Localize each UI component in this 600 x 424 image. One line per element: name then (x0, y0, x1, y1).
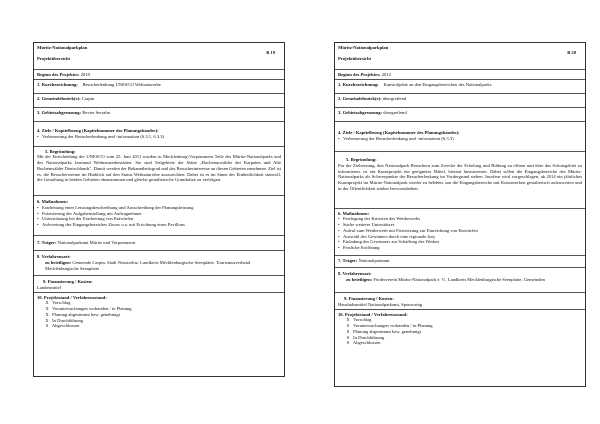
section-status (34, 293, 284, 377)
s2-label: 2. Gemeindebezirk(e): (37, 95, 81, 101)
s5-label: 5. Begründung: (45, 148, 76, 154)
s2-value: übergreifend (382, 95, 407, 101)
status-item: 0 Abgeschlossen (346, 340, 381, 346)
s3-label: 3. Gebietsabgrenzung: (338, 109, 383, 115)
s8-sub-label: zu beteiligen: (346, 276, 373, 282)
section-financing (34, 276, 284, 293)
s8-label: 8. Verfahrensart: (37, 254, 71, 259)
section-sponsor (34, 236, 284, 251)
s7-value: Nationalparkamt (358, 257, 390, 263)
status-item: X Voruntersuchungen vorhanden / in Planung (45, 306, 132, 312)
section-measures (335, 209, 585, 256)
measure-item: • Suche weiterer Unterstützer (344, 222, 582, 228)
project-start (34, 70, 284, 80)
measure-item: • Unterstützung bei der Erarbeitung von Entwürfen (43, 216, 281, 222)
measure-item: • Einladung des Gewinners zur Schaffung des Werkes (344, 239, 582, 245)
sheet-header (335, 43, 585, 70)
start-value: 2012 (381, 71, 391, 77)
measures-list (37, 205, 281, 228)
status-item: X In Durchführung (45, 317, 84, 323)
section-justification (34, 147, 284, 196)
s6-label: 6. Maßnahmen: (338, 210, 370, 216)
section-sponsor (335, 256, 585, 268)
sheet-subtitle: Projektübersicht (338, 56, 372, 62)
status-item: X Planung abgestimmt bzw. genehmigt (45, 311, 120, 317)
s6-label: 6. Maßnahmen: (37, 199, 69, 204)
start-label: Beginn des Projektes: (37, 71, 80, 77)
s7-value: Nationalparkamt Müritz und Vorpommern (57, 240, 136, 245)
s1-label: 1. Kurzbezeichnung: (338, 81, 379, 87)
status-item: 0 Planung abgestimmt bzw. genehmigt (346, 328, 421, 334)
section-municipality (335, 94, 585, 108)
section-status (335, 310, 585, 386)
measure-item: • Erarbeitung einer Leistungsbeschreibung und Ausschreibung der Planungsleistung (43, 205, 281, 211)
s2-value: Carpin (81, 95, 95, 101)
s8-value: Gemeinde Carpin, Stadt Neustrelitz, Landkreis Mecklenburgische Seenplatte, Tourismusverband Mecklenburgische Seenplatte (45, 259, 251, 271)
goal-item: • Verbesserung der Besucherlenkung und -information (6.3.1, 6.3.3) (43, 134, 281, 140)
s7-label: 7. Träger: (338, 257, 358, 263)
goal-item: • Verbesserung der Besucherlenkung und -information (6.3.3) (344, 136, 582, 142)
start-value: 2010 (80, 71, 90, 77)
section-financing (335, 293, 585, 310)
project-sheet-b20 (334, 42, 586, 387)
status-item: 0 Voruntersuchungen vorhanden / in Planung (346, 323, 433, 329)
s5-label: 5. Begründung: (346, 157, 377, 162)
section-procedure (335, 268, 585, 293)
s1-value: Besucherlenkung UNESCO Weltnaturerbe (82, 81, 161, 87)
section-area (34, 108, 284, 122)
status-item: 0 Abgeschlossen (45, 323, 80, 329)
section-short-name (34, 80, 284, 94)
s10-label: 10. Projektstand / Verfahrensstand: (338, 311, 408, 317)
section-justification (335, 152, 585, 209)
status-item: X Vorschlag (346, 317, 372, 323)
s5-text: Mit der Entscheidung der UNESCO vom 25. Juni 2011 wurden in Mecklenburg-Vorpommern Teile des Müritz-Nationalparks und des Nationalparks Jasmund Weltnaturerbestätten. Sie sind Teilgebiete der Stätte „Buchenurwälder der Karpaten und Alte Buchenwälder Deutschlands". Damit werden der Bekanntheitsgrad und das Besucherinteresse an diesen Gebieten zunehmen. Ziel ist es, die Besucherströme im Hinblick auf den Status Weltnaturerbe auszurichten. Dabei ist es im Sinne der Einheitlichkeit sinnvoll, die Gestaltung in beiden Gebieten abzustimmen und gleiche gestalterische Grundsätze zu verfolgen. (37, 154, 281, 183)
s8-sub-label: zu beteiligen: (45, 259, 72, 265)
s5-text: Für die Zielsetzung, den Nationalpark Besuchern zum Zwecke der Erholung und Bildung zu öffnen und über das Schutzgebiet zu informieren, ist ein Kunstprojekt ein geeignetes Mittel, hierauf hinzuweisen. Dabei sollen die Eingangsbereiche des Müritz-Nationalparks als Schwerpunkte der Besucherlenkung im Vordergrund stehen. Insofern wird vorgeschlagen, ab 2014 ein jährliches Kunstprojekt im Müritz-Nationalpark wieder zu beleben, um die Eingangsbereiche mit Kunstwerken gestalterisch aufzuwerten und in der Öffentlichkeit stärker hervorzuheben. (338, 162, 582, 191)
page-code: B 19 (266, 50, 275, 56)
s3-value: übergreifend (383, 109, 407, 115)
section-procedure (34, 251, 284, 276)
measure-item: • Festliche Eröffnung (344, 245, 582, 251)
project-sheet-b19 (33, 42, 285, 377)
measure-item: • Aufwertung des Eingangsbereiches Zinow u.a. mit Errichtung eines Pavillons (43, 222, 281, 228)
plan-title: Müritz-Nationalparkplan (37, 44, 88, 50)
s9-value: Haushaltsmittel Nationalparkamt, Sponsoring (338, 301, 423, 307)
section-goals (335, 122, 585, 152)
section-area (335, 108, 585, 122)
s8-label: 8. Verfahrensart: (338, 271, 372, 276)
s7-label: 7. Träger: (37, 240, 57, 245)
s1-value: Kunstobjekte an den Eingangsbereichen des Nationalparks (383, 81, 492, 87)
measure-item: • Festlegung der Kriterien des Wettbewerbs (344, 216, 582, 222)
s3-label: 3. Gebietsabgrenzung: (37, 109, 82, 115)
goals-list (338, 136, 582, 142)
s2-label: 2. Gemeindebezirk(e): (338, 95, 382, 101)
status-item: 0 In Durchführung (346, 334, 385, 340)
plan-title: Müritz-Nationalparkplan (338, 44, 389, 50)
section-municipality (34, 94, 284, 108)
status-item: X Vorschlag (45, 300, 71, 306)
s8-value: Förderverein Müritz-Nationalpark e. V., Landkreis Mecklenburgische Seenplatte, Gemeinden (373, 276, 545, 282)
section-goals (34, 122, 284, 147)
sheet-header (34, 43, 284, 70)
measure-item: • Aufruf zum Wettbewerb mit Fristsetzung zur Einreichung von Entwürfen (344, 228, 582, 234)
measure-item: • Auswahl des Gewinners durch eine regionale Jury (344, 234, 582, 240)
s4-label: 4. Ziele / Kapitelbezug (Kapitelnummer des Planungsbandes): (37, 128, 159, 133)
s4-label: 4. Ziele / Kapitelbezug (Kapitelnummer des Planungsbandes): (338, 130, 460, 135)
goals-list (37, 134, 281, 140)
project-start (335, 70, 585, 80)
start-label: Beginn des Projektes: (338, 71, 381, 77)
section-short-name (335, 80, 585, 94)
s9-label: 9. Finanzierung / Kosten: (344, 296, 394, 301)
s10-label: 10. Projektstand / Verfahrensstand: (37, 294, 107, 300)
s1-label: 1. Kurzbezeichnung: (37, 81, 78, 87)
s9-value: Landesmittel (37, 284, 61, 290)
measure-item: • Präzisierung der Aufgabenstellung mit Auftragnehmer (43, 211, 281, 217)
page-code: B 20 (567, 50, 576, 56)
measures-list (338, 216, 582, 251)
section-measures (34, 196, 284, 236)
sheet-subtitle: Projektübersicht (37, 56, 71, 62)
s9-label: 9. Finanzierung / Kosten: (43, 279, 93, 284)
s3-value: Revier Serrahn (82, 109, 110, 115)
